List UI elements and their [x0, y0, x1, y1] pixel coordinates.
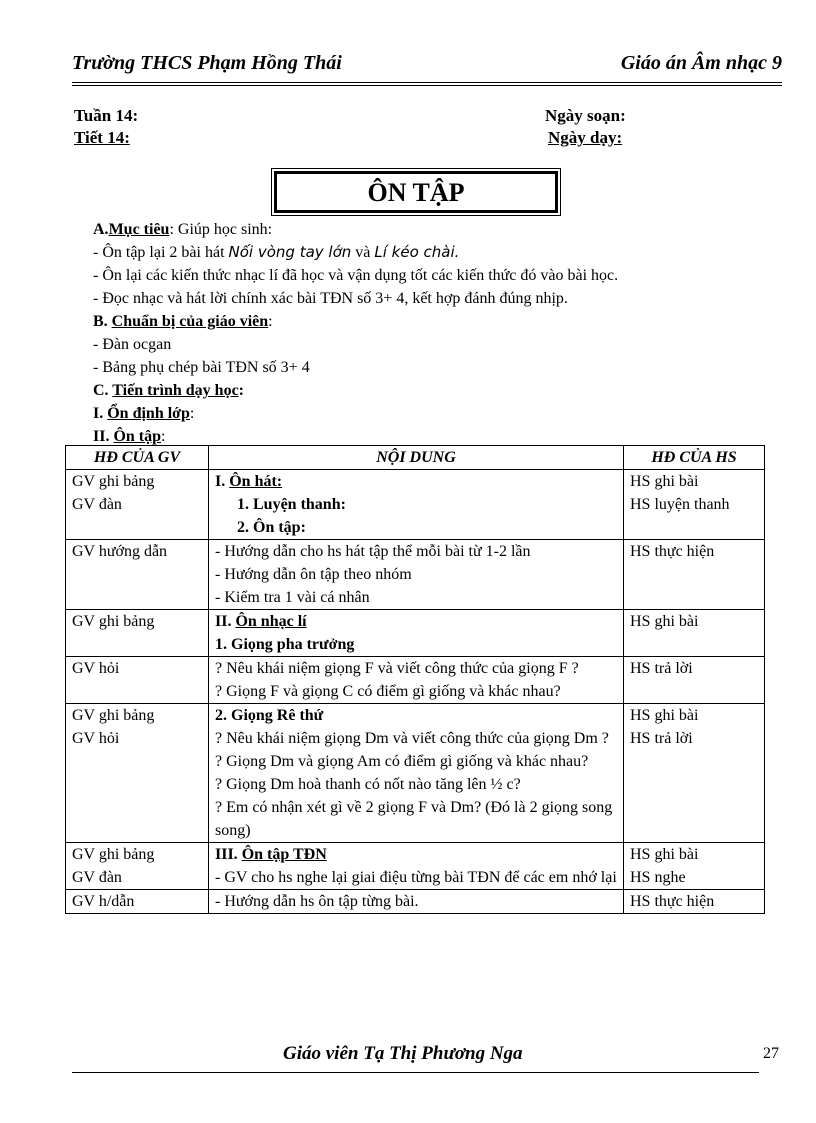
- content-line: - GV cho hs nghe lại giai điệu từng bài TĐN để các em nhớ lại: [215, 869, 617, 886]
- table-row: [66, 704, 765, 843]
- table-row: [66, 843, 765, 890]
- teacher-activity: GV hỏi: [72, 730, 120, 747]
- section-a-prefix: A.: [93, 221, 109, 238]
- teacher-activity: GV đàn: [72, 869, 122, 886]
- col-header-content: NỘI DUNG: [209, 446, 624, 470]
- title-box: [271, 168, 561, 216]
- week-label: Tuần 14:: [74, 106, 139, 125]
- lesson-intro: [93, 218, 773, 448]
- teacher-activity: GV đàn: [72, 496, 122, 513]
- question-line: ? Giọng Dm hoà thanh có nốt nào tăng lên ½ c?: [215, 776, 521, 793]
- heading-number: III.: [215, 846, 242, 863]
- heading-number: II.: [215, 613, 236, 630]
- question-line: ? Nêu khái niệm giọng F và viết công thức của giọng F ?: [215, 660, 579, 677]
- objective-item: - Ôn lại các kiến thức nhạc lí đã học và vận dụng tốt các kiến thức đó vào bài học.: [93, 267, 619, 284]
- step-ii-prefix: II.: [93, 428, 114, 445]
- teacher-signature-line: Giáo viên Tạ Thị Phương Nga: [283, 1043, 523, 1064]
- question-line: ? Giọng Dm và giọng Am có điểm gì giống và khác nhau?: [215, 753, 589, 770]
- table-row: [66, 540, 765, 610]
- teacher-cell: [66, 470, 209, 540]
- content-subheading: 2. Ôn tập:: [237, 519, 306, 536]
- student-activity: HS ghi bài: [630, 473, 699, 490]
- content-cell: [209, 843, 624, 890]
- objective-text: - Ôn tập lại 2 bài hát: [93, 244, 229, 261]
- heading-text: Ôn hát:: [229, 473, 283, 490]
- content-line: - Hướng dẫn ôn tập theo nhóm: [215, 566, 412, 583]
- table-row: [66, 470, 765, 540]
- content-cell: [209, 704, 624, 843]
- period-label: Tiết 14:: [74, 128, 130, 147]
- table-row: [66, 610, 765, 657]
- prep-item: - Bảng phụ chép bài TĐN số 3+ 4: [93, 359, 310, 376]
- heading-text: Ôn tập TĐN: [241, 846, 327, 863]
- objective-item: [93, 241, 773, 264]
- section-a-rest: : Giúp học sinh:: [169, 221, 273, 238]
- student-cell: [624, 540, 765, 610]
- step-i-rest: :: [189, 405, 195, 422]
- section-c-prefix: C.: [93, 382, 113, 399]
- student-cell: [624, 843, 765, 890]
- student-cell: [624, 470, 765, 540]
- section-b-rest: :: [268, 313, 273, 330]
- student-activity: HS ghi bài: [630, 613, 699, 630]
- prep-item: - Đàn ocgan: [93, 336, 172, 353]
- student-activity: HS ghi bài: [630, 707, 699, 724]
- teacher-activity: GV hỏi: [72, 660, 120, 677]
- heading-number: I.: [215, 473, 230, 490]
- step-ii-label: Ôn tập: [113, 428, 162, 445]
- taught-date-label: Ngày dạy:: [548, 128, 623, 147]
- table-header-row: [66, 446, 765, 470]
- section-c-label: Tiến trình dạy học: [112, 382, 239, 399]
- prepared-date-label: Ngày soạn:: [545, 106, 626, 125]
- section-a-heading: [93, 218, 773, 241]
- student-activity: HS nghe: [630, 869, 686, 886]
- content-line: - Hướng dẫn cho hs hát tập thể mỗi bài từ 1-2 lần: [215, 543, 531, 560]
- teacher-activity: GV h/dẫn: [72, 893, 135, 910]
- content-subheading: 1. Luyện thanh:: [237, 496, 346, 513]
- col-header-teacher: HĐ CỦA GV: [66, 446, 209, 470]
- question-line: ? Giọng F và giọng C có điểm gì giống và khác nhau?: [215, 683, 561, 700]
- student-activity: HS luyện thanh: [630, 496, 730, 513]
- content-heading: [215, 610, 617, 633]
- content-subheading: 2. Giọng Rê thứ: [215, 707, 324, 724]
- content-heading: [215, 470, 617, 493]
- section-c-rest: :: [238, 382, 244, 399]
- content-line: - Kiểm tra 1 vài cá nhân: [215, 589, 370, 606]
- teacher-cell: [66, 540, 209, 610]
- song-title: Nối vòng tay lớn: [228, 243, 352, 261]
- content-subheading: 1. Giọng pha trưởng: [215, 636, 355, 653]
- content-line: - Hướng dẫn hs ôn tập từng bài.: [215, 893, 419, 910]
- student-activity: HS thực hiện: [630, 893, 715, 910]
- student-cell: [624, 657, 765, 704]
- step-ii-rest: :: [161, 428, 166, 445]
- objective-text: và: [351, 244, 375, 261]
- song-title: Lí kéo chài.: [374, 243, 460, 261]
- teacher-cell: [66, 657, 209, 704]
- content-cell: [209, 890, 624, 914]
- question-line: ? Em có nhận xét gì về 2 giọng F và Dm? (Đó là 2 giọng song song): [215, 799, 613, 839]
- teacher-activity: GV hướng dẫn: [72, 543, 168, 560]
- step-i-heading: [93, 402, 773, 425]
- student-activity: HS ghi bài: [630, 846, 699, 863]
- objective-item: - Đọc nhạc và hát lời chính xác bài TĐN số 3+ 4, kết hợp đánh đúng nhịp.: [93, 290, 568, 307]
- lesson-plan-table: [65, 445, 765, 914]
- student-cell: [624, 610, 765, 657]
- section-b-label: Chuẩn bị của giáo viên: [111, 313, 269, 330]
- footer-divider: [72, 1072, 759, 1073]
- section-b-heading: [93, 310, 773, 333]
- section-b-prefix: B.: [93, 313, 112, 330]
- teacher-cell: [66, 843, 209, 890]
- content-cell: [209, 657, 624, 704]
- step-i-label: Ổn định lớp: [107, 405, 190, 422]
- col-header-student: HĐ CỦA HS: [624, 446, 765, 470]
- student-activity: HS trả lời: [630, 660, 693, 677]
- student-cell: [624, 890, 765, 914]
- heading-text: Ôn nhạc lí: [235, 613, 307, 630]
- section-c-heading: [93, 379, 773, 402]
- student-cell: [624, 704, 765, 843]
- section-a-label: Mục tiêu: [108, 221, 170, 238]
- step-i-prefix: I.: [93, 405, 108, 422]
- content-cell: [209, 470, 624, 540]
- school-name: Trường THCS Phạm Hồng Thái: [72, 52, 342, 74]
- page-number: 27: [763, 1045, 779, 1062]
- table-row: [66, 657, 765, 704]
- subject-name: Giáo án Âm nhạc 9: [620, 52, 782, 74]
- teacher-activity: GV ghi bảng: [72, 473, 155, 490]
- content-cell: [209, 610, 624, 657]
- question-line: ? Nêu khái niệm giọng Dm và viết công thức của giọng Dm ?: [215, 730, 609, 747]
- content-heading: [215, 843, 617, 866]
- teacher-cell: [66, 610, 209, 657]
- lesson-title: ÔN TẬP: [274, 171, 558, 213]
- content-cell: [209, 540, 624, 610]
- student-activity: HS trả lời: [630, 730, 693, 747]
- teacher-activity: GV ghi bảng: [72, 613, 155, 630]
- page-header: [72, 50, 782, 86]
- student-activity: HS thực hiện: [630, 543, 715, 560]
- teacher-activity: GV ghi bảng: [72, 846, 155, 863]
- teacher-cell: [66, 704, 209, 843]
- teacher-activity: GV ghi bảng: [72, 707, 155, 724]
- teacher-cell: [66, 890, 209, 914]
- table-row: [66, 890, 765, 914]
